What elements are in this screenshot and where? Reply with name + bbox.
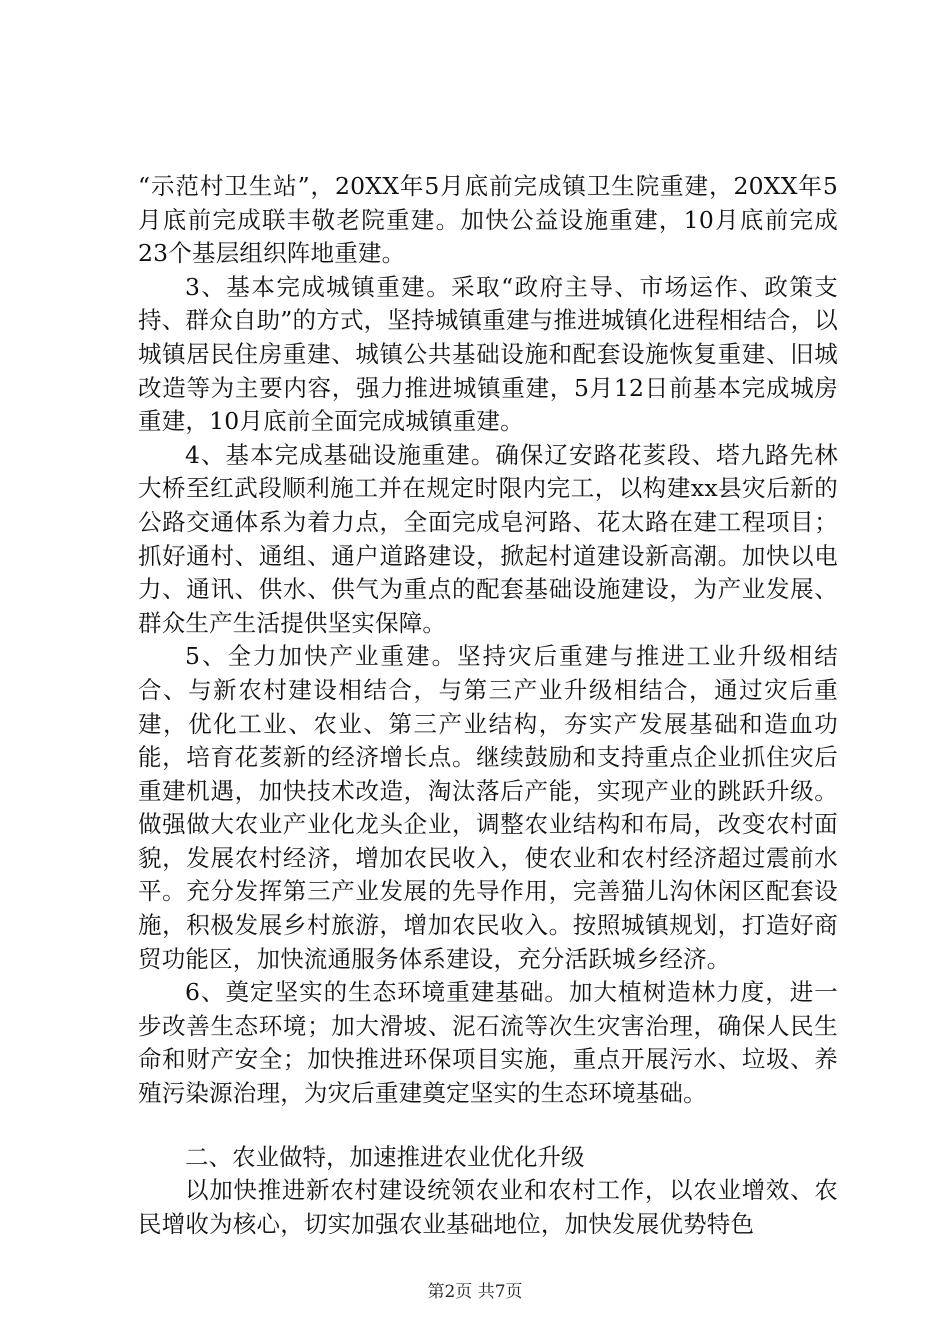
document-body bbox=[138, 170, 838, 1241]
paragraph-town-reconstruction: 3、基本完成城镇重建。采取“政府主导、市场运作、政策支持、群众自助”的方式，坚持城镇重建与推进城镇化进程相结合，以城镇居民住房重建、城镇公共基础设施和配套设施恢复重建、旧城改造等为主要内容，强力推进城镇重建，5月12日前基本完成城房重建，10月底前全面完成城镇重建。 bbox=[138, 272, 838, 436]
paragraph-infrastructure-reconstruction: 4、基本完成基础设施重建。确保辽安路花荄段、塔九路先林大桥至红武段顺利施工并在规定时限内完工，以构建xx县灾后新的公路交通体系为着力点，全面完成皂河路、花太路在建工程项目；抓好通村、通组、通户道路建设，掀起村道建设新高潮。加快以电力、通讯、供水、供气为重点的配套基础设施建设，为产业发展、群众生产生活提供坚实保障。 bbox=[138, 440, 838, 637]
paragraph-industry-reconstruction: 5、全力加快产业重建。坚持灾后重建与推进工业升级相结合、与新农村建设相结合，与第三产业升级相结合，通过灾后重建，优化工业、农业、第三产业结构，夯实产发展基础和造血功能，培育花荄新的经济增长点。继续鼓励和支持重点企业抓住灾后重建机遇，加快技术改造，淘汰落后产能，实现产业的跳跃升级。做强做大农业产业化龙头企业，调整农业结构和布局，改变农村面貌，发展农村经济，增加农民收入，使农业和农村经济超过震前水平。充分发挥第三产业发展的先导作用，完善猫儿沟休闲区配套设施，积极发展乡村旅游，增加农民收入。按照城镇规划，打造好商贸功能区，加快流通服务体系建设，充分活跃城乡经济。 bbox=[138, 642, 838, 973]
page-footer: 第2页 共7页 bbox=[427, 1282, 523, 1302]
paragraph-ecology-reconstruction: 6、奠定坚实的生态环境重建基础。加大植树造林力度，进一步改善生态环境；加大滑坡、泥石流等次生灾害治理，确保人民生命和财产安全；加快推进环保项目实施，重点开展污水、垃圾、养殖污染源治理，为灾后重建奠定坚实的生态环境基础。 bbox=[138, 978, 838, 1108]
section-heading: 二、农业做特，加速推进农业优化升级 bbox=[185, 1142, 585, 1171]
paragraph-continuation: “示范村卫生站”，20XX年5月底前完成镇卫生院重建，20XX年5月底前完成联丰敬老院重建。加快公益设施重建，10月底前完成23个基层组织阵地重建。 bbox=[138, 172, 838, 268]
paragraph-agriculture: 以加快推进新农村建设统领农业和农村工作，以农业增效、农民增收为核心，切实加强农业基础地位，加快发展优势特色 bbox=[138, 1176, 838, 1238]
